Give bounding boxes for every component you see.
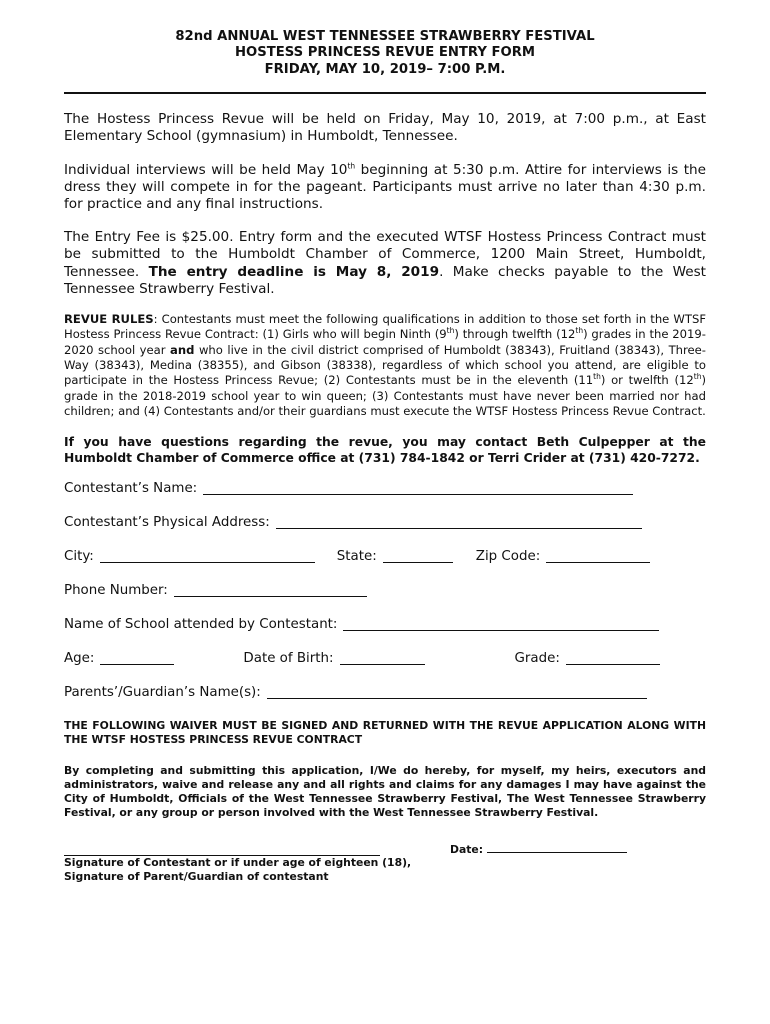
phone-label: Phone Number: [64,582,168,598]
superscript: th [593,372,601,382]
name-field[interactable] [203,481,633,495]
name-row [64,481,706,515]
superscript: th [693,372,702,382]
contact-info: If you have questions regarding the revue, you may contact Beth Culpepper at the Humboldt Chamber of Commerce office at (731) 784-1842 or Terri Crider at (731) 420-7272. [64,435,706,465]
city-state-zip-row [64,549,706,583]
zip-field[interactable] [546,549,650,563]
rules-text: ) or twelfth (12 [600,373,694,388]
grade-field[interactable] [566,651,660,665]
date-block [450,842,627,858]
superscript: th [347,161,356,171]
signature-caption-contestant: Signature of Contestant or if under age of eighteen (18), [64,855,412,869]
address-row [64,515,706,549]
festival-title: 82nd ANNUAL WEST TENNESSEE STRAWBERRY FESTIVAL [175,29,595,44]
age-field[interactable] [100,651,174,665]
contestant-form [64,481,706,719]
signature-block [64,842,706,885]
header-divider [64,92,706,94]
age-label: Age: [64,650,95,666]
grade-label: Grade: [514,650,560,666]
rules-text: ) through twelfth (12 [454,327,576,342]
name-label: Contestant’s Name: [64,480,198,496]
interviews-paragraph [64,162,706,214]
form-title: HOSTESS PRINCESS REVUE ENTRY FORM [235,45,535,61]
entry-deadline: The entry deadline is May 8, 2019 [148,263,440,280]
rules-text: who live in the civil district comprised of Humboldt (38343), Fruitland (38343), Three-Way (38343), Medina (38355), and Gibson (38338), regardless of which school you attend, are eligible to participate in the Hostess Princess Revue; (2) Contestants must be in the eleventh (11 [64,342,706,388]
entry-fee-text-cont: . Make checks payable to the West Tennessee Strawberry Festival. [64,263,707,297]
school-field[interactable] [343,617,659,631]
rules-text: : Contestants must meet the following qualifications in addition to those set forth in the WTSF Hostess Princess Revue Contract: (1) Girls who will begin Ninth (9 [64,312,706,342]
address-label: Contestant’s Physical Address: [64,514,270,530]
intro-paragraph: The Hostess Princess Revue will be held on Friday, May 10, 2019, at 7:00 p.m., at East Elementary School (gymnasium) in Humboldt, Tennessee. [64,111,706,145]
waiver-text: By completing and submitting this application, I/We do hereby, for myself, my heirs, executors and administrators, waive and release any and all rights and claims for any damages I may have against the City of Humboldt, Officials of the West Tennessee Strawberry Festival, The West Tennessee Strawberry Festival, or any group or person involved with the West Tennessee Strawberry Festival. [64,763,706,819]
revue-rules-paragraph [64,312,706,419]
interviews-text-cont: beginning at 5:30 p.m. Attire for interviews is the dress they will compete in for the pageant. Participants must arrive no later than 4:30 p.m. for practice and any final instructions. [64,161,707,213]
address-field[interactable] [276,515,642,529]
entry-fee-paragraph [64,229,706,298]
phone-field[interactable] [174,583,367,597]
parents-field[interactable] [267,685,647,699]
entry-fee-text: The Entry Fee is $25.00. Entry form and the executed WTSF Hostess Princess Contract must be submitted to the Humboldt Chamber of Commerce, 1200 Main Street, Humboldt, Tennessee. [64,229,706,280]
city-label: City: [64,548,94,564]
event-date: FRIDAY, MAY 10, 2019– 7:00 P.M. [264,61,506,77]
rules-text: ) grades in the 2019-2020 school year [64,327,706,357]
school-label: Name of School attended by Contestant: [64,616,338,632]
school-row [64,617,706,651]
signature-caption-parent: Signature of Parent/Guardian of contestant [64,870,329,884]
superscript: th [446,326,455,336]
form-header [64,29,706,78]
parents-label: Parents’/Guardian’s Name(s): [64,684,261,700]
date-field[interactable] [487,842,627,853]
waiver-heading: THE FOLLOWING WAIVER MUST BE SIGNED AND RETURNED WITH THE REVUE APPLICATION ALONG WITH THE WTSF HOSTESS PRINCESS REVUE CONTRACT [64,718,706,746]
age-dob-grade-row [64,651,706,685]
interviews-text: Individual interviews will be held May 10 [64,161,348,178]
rules-text: ) grade in the 2018-2019 school year to win queen; (3) Contestants must have never been married nor had children; and (4) Contestants and/or their guardians must execute the WTSF Hostess Princess Revue Contract. [64,373,706,418]
state-label: State: [336,548,377,564]
dob-label: Date of Birth: [243,650,334,666]
phone-row [64,583,706,617]
dob-field[interactable] [340,651,425,665]
city-field[interactable] [100,549,315,563]
state-field[interactable] [383,549,453,563]
superscript: th [575,326,584,336]
revue-rules-label: REVUE RULES [64,312,154,327]
parents-row [64,685,706,719]
rules-and: and [170,342,195,357]
zip-label: Zip Code: [475,548,541,564]
date-label: Date: [450,842,484,856]
